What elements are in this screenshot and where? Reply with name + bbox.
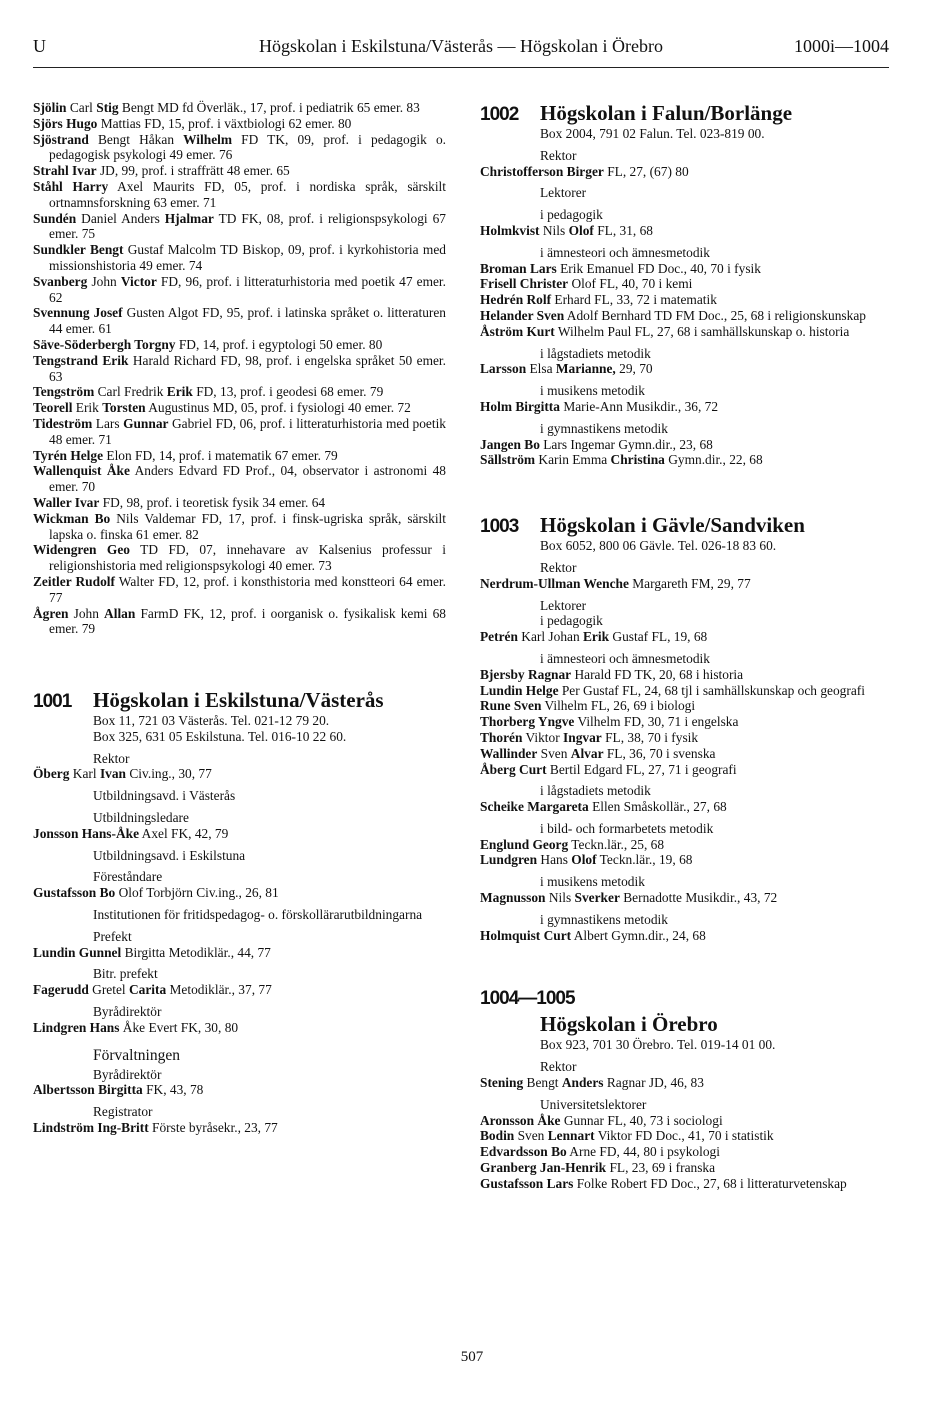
subject-label: i pedagogik	[540, 613, 603, 629]
role-label: Byrådirektör	[93, 1066, 162, 1082]
person-entry	[480, 1128, 892, 1144]
role-label: Universitetslektorer	[540, 1096, 647, 1112]
person-given-names: Karl	[69, 766, 100, 782]
person-surname: Teorell	[33, 400, 73, 416]
person-given-names: Bengt Håkan	[88, 131, 184, 147]
person-entry	[480, 762, 892, 778]
dept-label: Utbildningsavd. i Västerås	[93, 788, 236, 804]
person-entry	[33, 1120, 446, 1136]
person-surname: Ståhl Harry	[33, 178, 109, 194]
section-title: Högskolan i Eskilstuna/Västerås	[93, 688, 384, 713]
person-details: Arne FD, 44, 80 i psykologi	[566, 1144, 720, 1160]
person-entry	[480, 261, 892, 277]
person-details: 29, 70	[615, 361, 653, 377]
section-title: Högskolan i Örebro	[540, 1012, 718, 1037]
person-call-name: Olof	[571, 852, 597, 868]
person-surname: Sjörs Hugo	[33, 115, 98, 131]
list-item	[33, 274, 446, 306]
person-surname: Holmquist Curt	[480, 927, 572, 943]
list-item	[33, 463, 446, 495]
person-call-name: Torsten	[102, 400, 146, 416]
subject-label: i musikens metodik	[540, 874, 645, 890]
person-details: FD, 98, prof. i teoretisk fysik 34 emer. 64	[99, 494, 326, 510]
person-entry	[480, 928, 892, 944]
person-surname: Larsson	[480, 361, 527, 377]
person-surname: Säve-Söderbergh Torgny	[33, 336, 176, 352]
person-details: Lars Ingemar Gymn.dir., 23, 68	[539, 436, 713, 452]
role-label: Utbildningsledare	[93, 810, 189, 826]
section-number: 1003	[480, 516, 519, 538]
left-column	[33, 100, 446, 1136]
person-details: Adolf Bernhard TD FM Doc., 25, 68 i religionskunskap	[564, 307, 866, 323]
person-entry	[480, 746, 892, 762]
person-surname: Wallinder	[480, 745, 538, 761]
person-entry	[33, 766, 446, 782]
person-surname: Svennung Josef	[33, 305, 123, 321]
person-details: Ellen Småskollär., 27, 68	[588, 799, 727, 815]
person-entry	[480, 890, 892, 906]
person-details: Vilhelm FL, 26, 69 i biologi	[541, 698, 696, 714]
person-given-names: Nils	[539, 222, 569, 238]
person-details: Gymn.dir., 22, 68	[664, 452, 763, 468]
person-surname: Holm Birgitta	[480, 398, 560, 414]
person-details: Elon FD, 14, prof. i matematik 67 emer. 79	[103, 447, 338, 463]
person-details: Vilhelm FD, 30, 71 i engelska	[574, 714, 739, 730]
person-call-name: Marianne,	[555, 361, 616, 377]
role-label: Rektor	[93, 750, 130, 766]
person-surname: Frisell Christer	[480, 276, 569, 292]
person-details: Erhard FL, 33, 72 i matematik	[551, 292, 717, 308]
person-given-names: Carl	[66, 100, 97, 115]
person-details: FL, 23, 69 i franska	[606, 1160, 716, 1176]
person-entry	[480, 1075, 892, 1091]
person-surname: Bodin	[480, 1128, 515, 1144]
person-call-name: Ivan	[99, 766, 127, 782]
person-details: FD, 13, prof. i geodesi 68 emer. 79	[192, 384, 384, 400]
person-surname: Thorén	[480, 729, 523, 745]
person-details: Albert Gymn.dir., 24, 68	[571, 927, 706, 943]
person-surname: Svanberg	[33, 273, 88, 289]
person-given-names: Viktor	[522, 729, 564, 745]
person-entry	[480, 1160, 892, 1176]
page-header	[33, 36, 889, 60]
person-details: Per Gustaf FL, 24, 68 tjl i samhällskunskap och geografi	[558, 682, 865, 698]
person-surname: Ågren	[33, 605, 69, 621]
person-call-name: Hjalmar	[164, 210, 214, 226]
person-surname: Rune Sven	[480, 698, 542, 714]
address-line: Box 6052, 800 06 Gävle. Tel. 026-18 83 60.	[540, 538, 777, 554]
person-call-name: Olof	[568, 222, 594, 238]
person-details: Olof Torbjörn Civ.ing., 26, 81	[115, 885, 279, 901]
person-call-name: Sverker	[574, 890, 620, 906]
list-item	[33, 100, 446, 116]
person-given-names: John	[87, 273, 121, 289]
person-surname: Waller Ivar	[33, 494, 100, 510]
person-details: Wilhelm Paul FL, 27, 68 i samhällskunskap o. historia	[554, 323, 850, 339]
role-label: Bitr. prefekt	[93, 966, 158, 982]
person-surname: Lindgren Hans	[33, 1019, 120, 1035]
person-call-name: Anders	[561, 1075, 604, 1091]
person-surname: Bjersby Ragnar	[480, 666, 572, 682]
list-item	[33, 353, 446, 385]
role-label: Lektorer	[540, 597, 587, 613]
person-surname: Aronsson Åke	[480, 1112, 561, 1128]
person-call-name: Ingvar	[563, 729, 602, 745]
person-entry	[480, 576, 892, 592]
person-details: Folke Robert FD Doc., 27, 68 i litteraturvetenskap	[573, 1175, 847, 1191]
person-entry	[480, 837, 892, 853]
person-surname: Thorberg Yngve	[480, 714, 575, 730]
person-entry	[480, 683, 892, 699]
subject-label: i lågstadiets metodik	[540, 345, 651, 361]
list-item	[33, 163, 446, 179]
person-details: Axel FK, 42, 79	[139, 825, 229, 841]
person-call-name: Gunnar	[123, 415, 169, 431]
person-entry	[480, 629, 892, 645]
person-entry	[480, 324, 892, 340]
person-entry	[33, 1082, 446, 1098]
person-entry	[480, 164, 892, 180]
professor-list	[33, 100, 446, 637]
person-details: FL, 27, (67) 80	[603, 163, 689, 179]
section-number: 1002	[480, 104, 519, 125]
person-entry	[480, 730, 892, 746]
person-details: Bengt MD fd Överläk., 17, prof. i pediatrik 65 emer. 83	[118, 100, 420, 115]
person-surname: Wallenquist Åke	[33, 463, 130, 479]
person-call-name: Victor	[120, 273, 157, 289]
person-entry	[480, 1176, 892, 1192]
person-given-names: Bengt	[523, 1075, 562, 1091]
person-details: Mattias FD, 15, prof. i växtbiologi 62 emer. 80	[97, 115, 352, 131]
list-item	[33, 132, 446, 164]
person-details: Augustinus MD, 05, prof. i fysiologi 40 emer. 72	[145, 400, 411, 416]
person-surname: Åberg Curt	[480, 761, 547, 777]
person-given-names: Sven	[514, 1128, 548, 1144]
role-label: Registrator	[93, 1104, 153, 1120]
person-call-name: Erik	[166, 384, 193, 400]
person-details: Metodiklär., 37, 77	[166, 982, 272, 998]
person-details: FD, 14, prof. i egyptologi 50 emer. 80	[175, 336, 383, 352]
person-entry	[480, 698, 892, 714]
list-item	[33, 116, 446, 132]
person-details: FL, 36, 70 i svenska	[603, 745, 716, 761]
person-details: TD FD, 07, innehavare av Kalsenius professur i religionshistoria med religionspsykologi 40 emer. 73	[49, 542, 446, 574]
person-surname: Stening	[480, 1075, 524, 1091]
person-surname: Hedrén Rolf	[480, 292, 552, 308]
section-number: 1004—1005	[480, 988, 575, 1010]
person-call-name: Allan	[104, 605, 136, 621]
person-given-names: Nils	[545, 890, 575, 906]
dept-label: Förvaltningen	[93, 1046, 180, 1064]
role-label: Prefekt	[93, 928, 132, 944]
person-surname: Lundgren	[480, 852, 538, 868]
list-item	[33, 511, 446, 543]
person-details: Anders Edvard FD Prof., 04, observator i astronomi 48 emer. 70	[49, 463, 447, 495]
person-surname: Wickman Bo	[33, 510, 111, 526]
address-line: Box 2004, 791 02 Falun. Tel. 023-819 00.	[540, 126, 765, 141]
person-details: TD FK, 08, prof. i religionspsykologi 67 emer. 75	[49, 210, 446, 242]
list-item	[33, 416, 446, 448]
list-item	[33, 606, 446, 638]
subject-label: i ämnesteori och ämnesmetodik	[540, 244, 710, 260]
person-surname: Zeitler Rudolf	[33, 573, 115, 589]
person-given-names: Lars	[92, 415, 124, 431]
person-details: Gabriel FD, 06, prof. i litteraturhistoria med poetik 48 emer. 71	[49, 415, 446, 447]
person-entry	[480, 399, 892, 415]
list-item	[33, 242, 446, 274]
person-details: Civ.ing., 30, 77	[126, 766, 212, 782]
address-line: Box 325, 631 05 Eskilstuna. Tel. 016-10 22 60.	[93, 728, 347, 744]
person-call-name: Alvar	[570, 745, 604, 761]
person-entry	[33, 1020, 446, 1036]
person-surname: Strahl Ivar	[33, 163, 97, 179]
person-details: Gusten Algot FD, 95, prof. i latinska språket o. litteraturen 44 emer. 61	[49, 305, 446, 337]
list-item	[33, 211, 446, 243]
role-label: Rektor	[540, 559, 577, 575]
person-details: FD TK, 09, prof. i pedagogik o. pedagogisk psykologi 49 emer. 76	[49, 131, 446, 163]
person-entry	[480, 437, 892, 453]
section-number: 1001	[33, 691, 72, 713]
person-entry	[480, 292, 892, 308]
person-details: Ragnar JD, 46, 83	[603, 1075, 704, 1091]
person-entry	[480, 276, 892, 292]
list-item	[33, 337, 446, 353]
person-call-name: Lennart	[547, 1128, 595, 1144]
list-item	[33, 542, 446, 574]
person-surname: Scheike Margareta	[480, 799, 589, 815]
person-entry	[480, 667, 892, 683]
subject-label: i ämnesteori och ämnesmetodik	[540, 650, 710, 666]
person-entry	[480, 852, 892, 868]
person-entry	[33, 885, 446, 901]
section-1002-heading	[480, 100, 892, 126]
person-surname: Tideström	[33, 415, 93, 431]
person-call-name: Carita	[128, 982, 167, 998]
address-line: Box 923, 701 30 Örebro. Tel. 019-14 01 00.	[540, 1037, 776, 1053]
person-entry	[33, 982, 446, 998]
person-given-names: Karin Emma	[535, 452, 611, 468]
person-surname: Gustafsson Lars	[480, 1175, 574, 1191]
person-surname: Tyrén Helge	[33, 447, 104, 463]
person-surname: Lindström Ing-Britt	[33, 1120, 149, 1136]
person-entry	[33, 945, 446, 961]
person-given-names: Daniel Anders	[76, 210, 165, 226]
subject-label: i gymnastikens metodik	[540, 420, 668, 436]
person-given-names: Sven	[537, 745, 571, 761]
person-given-names: Elsa	[526, 361, 556, 377]
person-details: Margareth FM, 29, 77	[628, 575, 751, 591]
person-surname: Petrén	[480, 629, 518, 645]
subject-label: i lågstadiets metodik	[540, 783, 651, 799]
person-surname: Öberg	[33, 766, 70, 782]
address-line: Box 11, 721 03 Västerås. Tel. 021-12 79 20.	[93, 713, 330, 729]
person-given-names: John	[68, 605, 105, 621]
person-entry	[33, 826, 446, 842]
person-details: Harald Richard FD, 98, prof. i engelska språket 50 emer. 63	[49, 352, 447, 384]
header-title: Högskolan i Eskilstuna/Västerås — Högskolan i Örebro	[259, 36, 663, 56]
person-call-name: Christina	[610, 452, 665, 468]
person-entry	[480, 223, 892, 239]
person-details: Erik Emanuel FD Doc., 40, 70 i fysik	[556, 260, 761, 276]
subject-label: i bild- och formarbetets metodik	[540, 820, 714, 836]
subject-label: i pedagogik	[540, 207, 603, 223]
person-surname: Tengstrand Erik	[33, 352, 129, 368]
person-details: Bertil Edgard FL, 27, 71 i geografi	[546, 761, 737, 777]
person-details: Bernadotte Musikdir., 43, 72	[619, 890, 778, 906]
subject-label: i musikens metodik	[540, 383, 645, 399]
list-item	[33, 448, 446, 464]
person-details: FL, 31, 68	[593, 222, 654, 238]
person-details: Walter FD, 12, prof. i konsthistoria med konstteori 64 emer. 77	[49, 573, 446, 605]
person-call-name: Stig	[96, 100, 119, 115]
person-surname: Sällström	[480, 452, 536, 468]
person-surname: Fagerudd	[33, 982, 89, 998]
person-details: Åke Evert FK, 30, 80	[119, 1019, 239, 1035]
right-column	[480, 100, 892, 1192]
person-details: Marie-Ann Musikdir., 36, 72	[559, 398, 719, 414]
person-entry	[480, 799, 892, 815]
person-details: Birgitta Metodiklär., 44, 77	[121, 944, 271, 960]
person-call-name: Erik	[583, 629, 610, 645]
header-letter: U	[33, 36, 46, 56]
page-number: 507	[460, 1349, 484, 1365]
person-surname: Gustafsson Bo	[33, 885, 116, 901]
person-entry	[480, 452, 892, 468]
person-surname: Jonsson Hans-Åke	[33, 825, 140, 841]
subject-label: i gymnastikens metodik	[540, 911, 668, 927]
person-details: Förste byråsekr., 23, 77	[148, 1120, 278, 1136]
person-given-names: Karl Johan	[517, 629, 583, 645]
person-surname: Jangen Bo	[480, 436, 540, 452]
person-details: FL, 38, 70 i fysik	[601, 729, 699, 745]
person-surname: Sjölin	[33, 100, 67, 115]
list-item	[33, 400, 446, 416]
list-item	[33, 305, 446, 337]
person-surname: Edvardsson Bo	[480, 1144, 567, 1160]
person-details: Gunnar FL, 40, 73 i sociologi	[560, 1112, 723, 1128]
person-details: Axel Maurits FD, 05, prof. i nordiska språk, särskilt ortnamnsforskning 63 emer. 71	[49, 178, 446, 210]
person-surname: Widengren Geo	[33, 542, 130, 558]
section-1004-heading	[480, 987, 892, 1037]
person-call-name: Wilhelm	[183, 131, 233, 147]
list-item	[33, 495, 446, 511]
person-surname: Broman Lars	[480, 260, 557, 276]
list-item	[33, 574, 446, 606]
person-details: FK, 43, 78	[142, 1082, 204, 1098]
header-rule	[33, 67, 889, 68]
person-details: JD, 99, prof. i straffrätt 48 emer. 65	[96, 163, 290, 179]
person-given-names: Carl Fredrik	[94, 384, 167, 400]
person-surname: Åström Kurt	[480, 323, 555, 339]
person-details: FD, 96, prof. i litteraturhistoria med poetik 47 emer. 62	[49, 273, 447, 305]
person-details: FarmD FK, 12, prof. i oorganisk o. fysikalisk kemi 68 emer. 79	[49, 605, 447, 637]
person-surname: Nerdrum-Ullman Wenche	[480, 575, 629, 591]
person-surname: Albertsson Birgitta	[33, 1082, 143, 1098]
person-given-names: Erik	[72, 400, 103, 416]
person-surname: Magnusson	[480, 890, 546, 906]
person-surname: Sundén	[33, 210, 77, 226]
person-details: Gustaf Malcolm TD Biskop, 09, prof. i kyrkohistoria med missionshistoria 49 emer. 74	[49, 242, 446, 273]
section-1003-heading	[480, 512, 892, 538]
section-title: Högskolan i Gävle/Sandviken	[540, 513, 805, 538]
person-surname: Helander Sven	[480, 307, 565, 323]
person-surname: Sjöstrand	[33, 131, 89, 147]
list-item	[33, 179, 446, 211]
person-entry	[480, 1113, 892, 1129]
role-label: Rektor	[540, 147, 577, 163]
role-label: Byrådirektör	[93, 1004, 162, 1020]
role-label: Lektorer	[540, 185, 587, 201]
person-surname: Sundkler Bengt	[33, 242, 124, 258]
person-entry	[480, 308, 892, 324]
person-surname: Tengström	[33, 384, 95, 400]
person-details: Teckn.lär., 25, 68	[568, 836, 665, 852]
person-entry	[480, 714, 892, 730]
header-range: 1000i—1004	[793, 36, 889, 56]
person-surname: Lundin Helge	[480, 682, 559, 698]
person-surname: Granberg Jan-Henrik	[480, 1160, 607, 1176]
person-details: Olof FL, 40, 70 i kemi	[568, 276, 693, 292]
list-item	[33, 384, 446, 400]
person-details: Nils Valdemar FD, 17, prof. i finsk-ugriska språk, särskilt lapska o. finska 61 emer. 82	[49, 510, 446, 542]
person-details: Teckn.lär., 19, 68	[596, 852, 693, 868]
dept-label: Utbildningsavd. i Eskilstuna	[93, 847, 246, 863]
section-title: Högskolan i Falun/Borlänge	[540, 101, 793, 125]
person-given-names: Hans	[537, 852, 572, 868]
person-details: Gustaf FL, 19, 68	[609, 629, 708, 645]
person-surname: Christofferson Birger	[480, 163, 604, 179]
person-entry	[480, 1144, 892, 1160]
person-details: Harald FD TK, 20, 68 i historia	[571, 666, 744, 682]
person-given-names: Gretel	[88, 982, 129, 998]
role-label: Föreståndare	[93, 869, 163, 885]
person-entry	[480, 361, 892, 377]
person-surname: Holmkvist	[480, 222, 540, 238]
person-details: Viktor FD Doc., 41, 70 i statistik	[594, 1128, 774, 1144]
section-1001-heading	[33, 687, 446, 713]
person-surname: Englund Georg	[480, 836, 569, 852]
dept-label: Institutionen för fritidspedagog- o. förskollärarutbildningarna	[93, 907, 423, 923]
person-surname: Lundin Gunnel	[33, 944, 122, 960]
role-label: Rektor	[540, 1059, 577, 1075]
